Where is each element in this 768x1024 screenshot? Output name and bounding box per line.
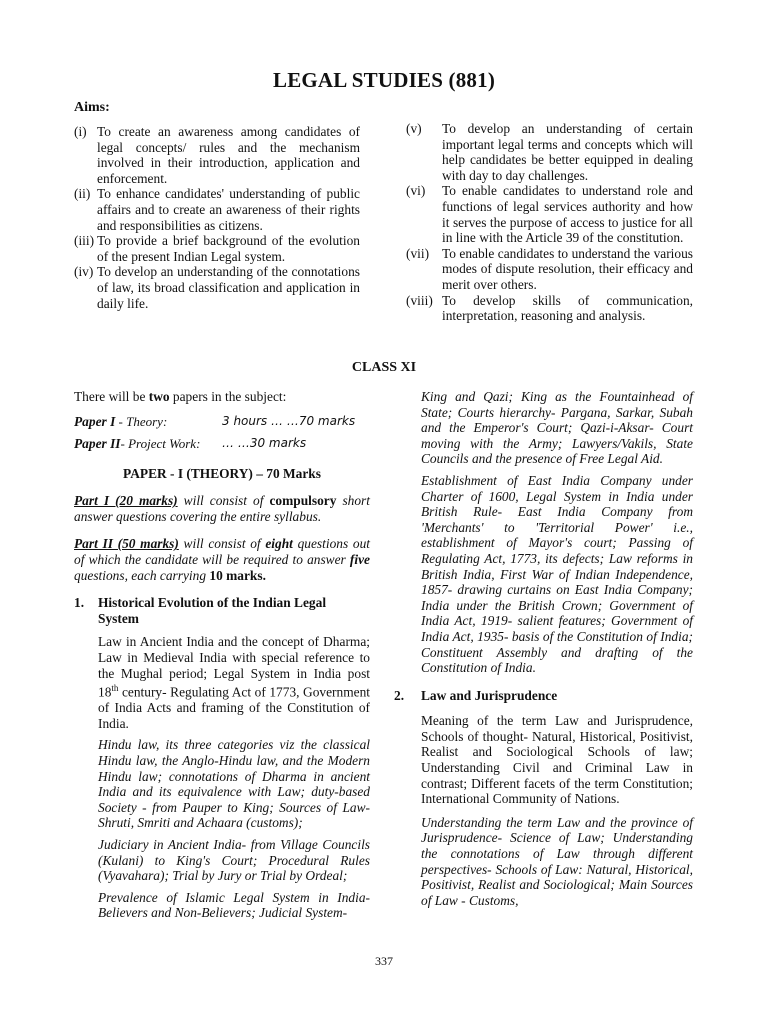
- part-bold: 10 marks.: [209, 567, 266, 583]
- paper-heading: PAPER - I (THEORY) – 70 Marks: [123, 465, 321, 481]
- aim-text: To develop an understanding of the connotations of law, its broad classification and application in daily life.: [97, 264, 360, 311]
- aim-item: [406, 183, 693, 245]
- aims-list-right: [406, 121, 693, 324]
- section-heading: [74, 595, 370, 626]
- page-number: 337: [375, 954, 393, 968]
- aim-number: (i): [74, 124, 87, 139]
- aim-item: [74, 124, 360, 186]
- body-text: century- Regulating Act of 1773, Government of India Acts and framing of the Constitution of India.: [98, 684, 370, 731]
- section-number: 1.: [74, 595, 85, 611]
- part-bold: five: [349, 551, 370, 567]
- section-detail: Prevalence of Islamic Legal System in India- Believers and Non-Believers; Judicial System-: [98, 889, 370, 921]
- left-column: [74, 389, 370, 927]
- part-text: will consist of: [178, 536, 266, 552]
- body-text: Law in Ancient India and the concept of Dharma; Law in Medieval India with special reference to the Mughal period; Legal System in India post 18: [98, 634, 370, 700]
- part-text: short answer questions covering the entire syllabus.: [74, 493, 370, 524]
- aim-number: (iii): [74, 233, 95, 249]
- part-label: Part II (50 marks): [74, 536, 179, 552]
- paper-name: Paper II: [74, 435, 121, 451]
- paper-marks: 3 hours … …70 marks: [222, 413, 356, 428]
- intro-text: papers in the subject:: [169, 389, 287, 404]
- paper-desc: - Project Work:: [120, 435, 201, 451]
- aim-text: To create an awareness among candidates of legal concepts/ rules and the mechanism involved in their introduction, application and enforcement.: [97, 124, 360, 186]
- aim-text: To enable candidates to understand role and functions of legal services authority and how it serves the purpose of access to justice for all in line with the Article 39 of the constitution.: [442, 183, 693, 246]
- aim-number: (vii): [406, 245, 430, 261]
- section-body: [74, 634, 370, 731]
- section-detail: Hindu law, its three categories viz the classical Hindu law, the Anglo-Hindu law, and the Modern Hindu law; connotations of Dharma in ancient India and its equivalence with Law; duty-based Society - from Pauper to King; Sources of Law- Shruti, Smriti and Achaara (customs);: [98, 737, 370, 831]
- section-detail: Establishment of East India Company under Charter of 1600, Legal System in India under British Rule- East India Company from 'Merchants' to 'Territorial Power' i.e., establishment of Mayor's court; Passing of Regulating Act, 1773, its defects; Law reforms in British India, First War of Indian Independence, 1857- drawing curtains on East India Company; India under the British Crown; Government of India Act, 1919- salient features; Government of India Act, 1935- basis of the Constitution of India; Constituent Assembly and drafting of the Constitution of India.: [421, 472, 693, 676]
- aim-text: To provide a brief background of the evolution of the present Indian Legal system.: [97, 233, 360, 264]
- aim-text: To develop skills of communication, interpretation, reasoning and analysis.: [442, 292, 693, 324]
- aim-number: (vi): [406, 183, 426, 199]
- class-heading: CLASS XI: [351, 360, 417, 375]
- aim-text: To enhance candidates' understanding of public affairs and to create an awareness of their rights and responsibilities as citizens.: [97, 186, 360, 233]
- section-detail: King and Qazi; King as the Fountainhead of State; Courts hierarchy- Pargana, Sarkar, Subah and the Emperor's Court; Qazi-i-Aksar- Court moving with the Army; Lawyers/Vakils, State Councils and the presence of Free Legal Aid.: [421, 389, 693, 467]
- aims-list-left: [74, 124, 360, 311]
- part-text: questions out of which the candidate will be required to answer: [74, 536, 370, 567]
- aim-item: [74, 264, 360, 311]
- aim-number: (ii): [74, 186, 91, 202]
- right-column: [394, 389, 693, 914]
- aim-number: (v): [406, 121, 422, 136]
- paper-line: [74, 414, 370, 430]
- intro-bold: two: [148, 389, 170, 404]
- section-detail: Understanding the term Law and the province of Jurisprudence- Science of Law; Understanding the connotations of Law through different perspectives- Schools of Law: Natural, Historical, Positivist, Realist and Sociological; Main Sources of Law - Customs,: [421, 814, 693, 908]
- section-title: Law and Jurisprudence: [421, 687, 558, 703]
- aim-number: (viii): [406, 292, 433, 308]
- section-detail: Judiciary in Ancient India- from Village Councils (Kulani) to King's Court; Procedural Rules (Vyavahara); Trial by Jury or Trial by Ordeal;: [98, 836, 370, 884]
- aim-text: To develop an understanding of certain important legal terms and concepts which will help candidates be better equipped in dealing with day to day challenges.: [442, 121, 693, 183]
- aims-heading: Aims:: [74, 100, 110, 115]
- part-text: will consist of: [177, 493, 270, 509]
- intro-text: There will be: [74, 389, 149, 404]
- part-label: Part I (20 marks): [74, 493, 178, 509]
- paper-marks: … …30 marks: [222, 435, 307, 450]
- papers-intro: [74, 389, 370, 405]
- page-title: LEGAL STUDIES (881): [272, 68, 496, 92]
- aim-item: [406, 293, 693, 324]
- paper-line: [74, 436, 370, 452]
- part-text: questions, each carrying: [74, 567, 210, 583]
- part-bold: eight: [265, 536, 293, 552]
- aim-item: [406, 121, 693, 183]
- aim-item: [74, 233, 360, 264]
- aim-item: [74, 186, 360, 233]
- paper-desc: - Theory:: [115, 413, 168, 429]
- aim-text: To enable candidates to understand the various modes of dispute resolution, their efficacy and merit over others.: [442, 245, 693, 292]
- aim-number: (iv): [74, 264, 94, 280]
- part-bold: compulsory: [269, 493, 337, 509]
- part-one-description: [74, 493, 370, 524]
- section-title: Historical Evolution of the Indian Legal System: [98, 595, 327, 626]
- part-two-description: [74, 536, 370, 583]
- section-body: Meaning of the term Law and Jurisprudence, Schools of thought- Natural, Historical, Positivist, Realist and Sociological Schools of law; Understanding Civil and Criminal Law in contrast; Different facets of the term Constitution; International Community of Nations.: [421, 713, 693, 807]
- section-number: 2.: [394, 687, 405, 703]
- superscript: th: [111, 683, 119, 694]
- section-heading: [394, 688, 693, 704]
- aim-item: [406, 246, 693, 293]
- paper-name: Paper I: [74, 413, 116, 429]
